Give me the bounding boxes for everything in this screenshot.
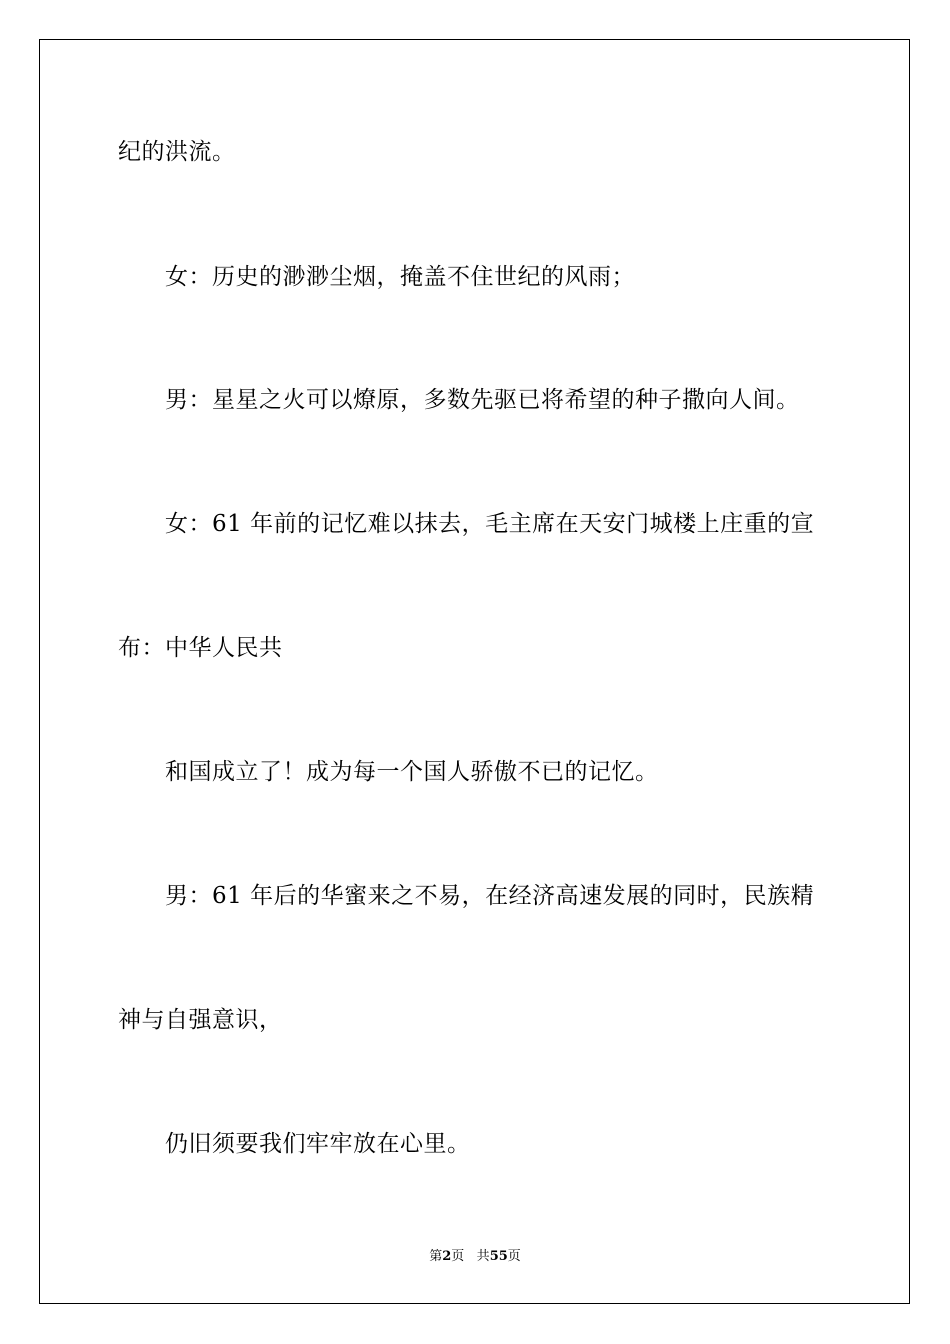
text-line-4: 女：61 年前的记忆难以抹去，毛主席在天安门城楼上庄重的宣 [165,511,815,537]
text-line-9: 仍旧须要我们牢牢放在心里。 [165,1131,471,1157]
text-line-1: 纪的洪流。 [118,139,236,165]
footer-page-prefix: 第 [429,1249,443,1264]
text-line-3: 男：星星之火可以燎原，多数先驱已将希望的种子撒向人间。 [165,387,800,413]
text-line-8: 神与自强意识， [118,1007,283,1033]
text-line-5: 布：中华人民共 [118,635,283,661]
footer-page-number: 2 [442,1249,452,1264]
footer-total-pages: 55 [489,1249,508,1264]
footer-page-suffix: 页 [451,1249,465,1264]
text-line-6: 和国成立了！成为每一个国人骄傲不已的记忆。 [165,759,659,785]
footer-total-prefix: 共 [476,1249,490,1264]
page-border [39,39,910,1304]
footer-total-suffix: 页 [507,1249,521,1264]
text-line-2: 女：历史的渺渺尘烟，掩盖不住世纪的风雨； [165,264,635,290]
text-line-7: 男：61 年后的华蜜来之不易，在经济高速发展的同时，民族精 [165,883,815,909]
page-footer [0,1248,950,1266]
